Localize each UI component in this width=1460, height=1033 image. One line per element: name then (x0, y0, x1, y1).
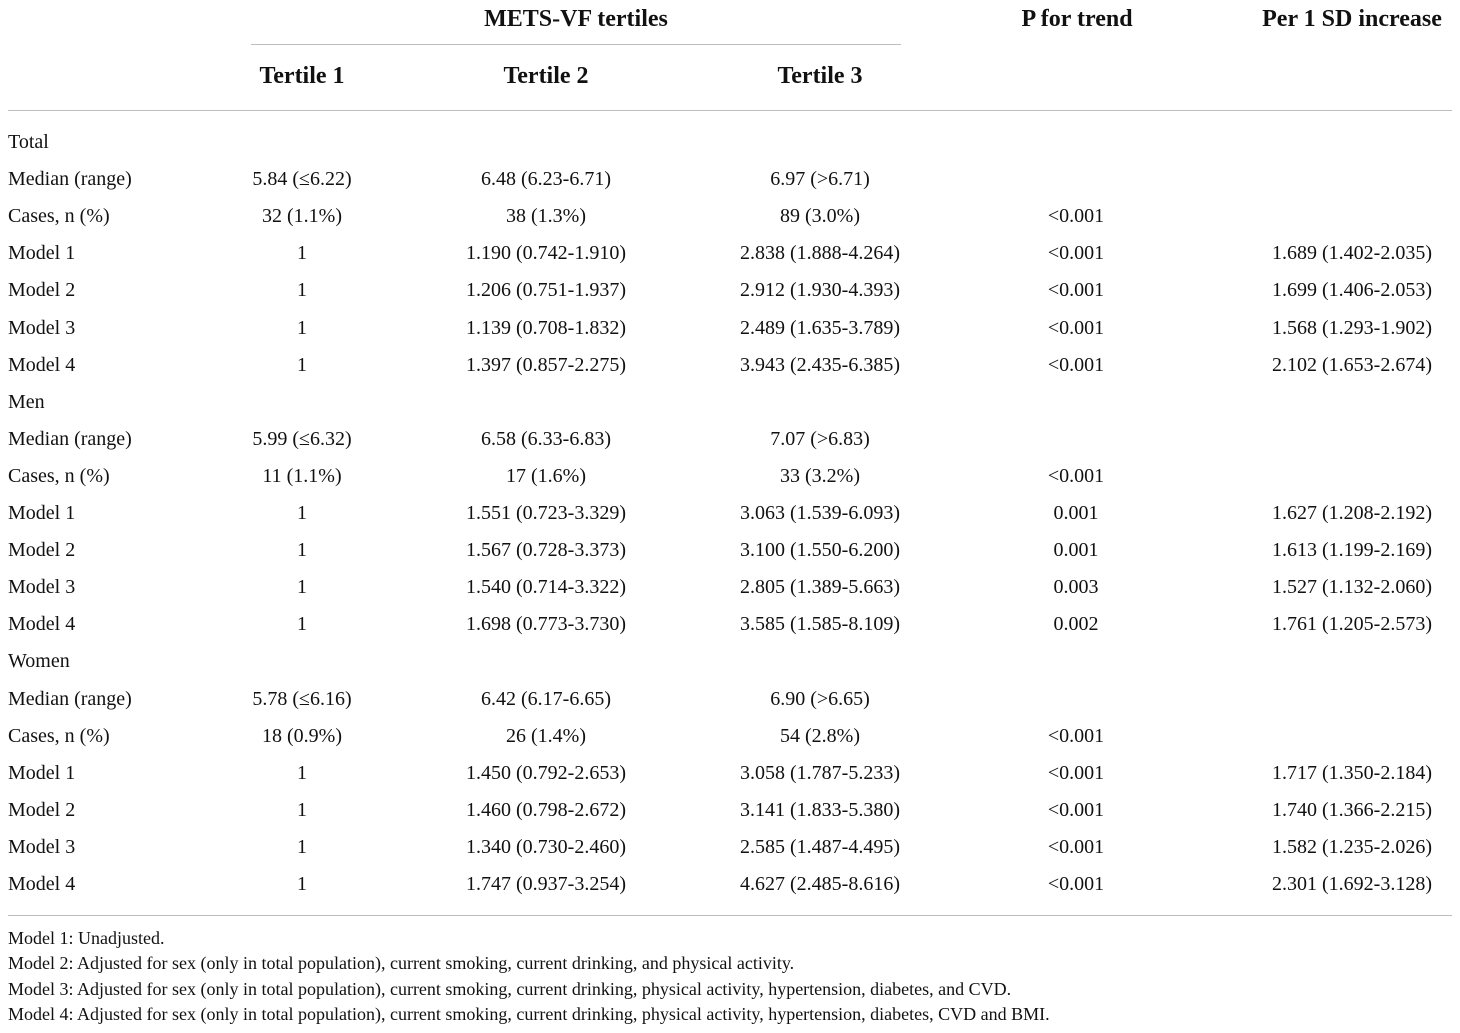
header-tertile-2: Tertile 2 (503, 63, 589, 89)
note-model-2: Model 2: Adjusted for sex (only in total population), current smoking, current drinking, and physical activity. (8, 953, 795, 974)
table-row (0, 161, 1460, 198)
table-row (0, 829, 1460, 866)
cell-p-trend: <0.001 (1047, 798, 1105, 821)
row-label: Cases, n (%) (8, 724, 110, 747)
cell-tertile-1: 1 (297, 835, 307, 858)
note-model-4: Model 4: Adjusted for sex (only in total population), current smoking, current drinking, physical activity, hypertension, diabetes, CVD and BMI. (8, 1003, 1050, 1024)
table-row (0, 866, 1460, 903)
table-bottom-rule (8, 915, 1452, 916)
cell-tertile-1: 5.78 (≤6.16) (252, 687, 352, 710)
cell-per-sd: 2.301 (1.692-3.128) (1272, 873, 1432, 895)
cell-p-trend: <0.001 (1047, 724, 1105, 747)
cell-p-trend: <0.001 (1047, 279, 1105, 302)
row-label: Model 4 (8, 873, 76, 895)
row-label: Median (range) (8, 687, 132, 710)
row-label: Model 3 (8, 316, 76, 339)
table-row (0, 310, 1460, 347)
row-label: Cases, n (%) (8, 205, 110, 228)
cell-tertile-3: 3.100 (1.550-6.200) (740, 539, 900, 562)
table-row (0, 235, 1460, 272)
table-row (0, 421, 1460, 458)
cell-tertile-1: 1 (297, 576, 307, 599)
cell-tertile-2: 1.540 (0.714-3.322) (466, 576, 626, 599)
cell-tertile-2: 6.48 (6.23-6.71) (481, 168, 611, 191)
cell-tertile-1: 1 (297, 539, 307, 562)
cell-per-sd: 1.527 (1.132-2.060) (1272, 576, 1432, 599)
table-row (0, 495, 1460, 532)
row-label: Model 3 (8, 835, 76, 858)
cell-tertile-2: 6.42 (6.17-6.65) (481, 687, 611, 710)
row-label: Median (range) (8, 427, 132, 450)
table-row (0, 458, 1460, 495)
row-label: Model 2 (8, 279, 76, 302)
header-bottom-rule (8, 110, 1452, 111)
header-group-title: METS-VF tertiles (484, 6, 668, 32)
cell-tertile-2: 6.58 (6.33-6.83) (481, 427, 611, 450)
cell-p-trend: 0.003 (1053, 576, 1099, 599)
row-label: Model 2 (8, 798, 76, 821)
cell-p-trend: <0.001 (1047, 353, 1105, 376)
table-row (0, 124, 1460, 161)
cell-tertile-2: 1.206 (0.751-1.937) (466, 279, 626, 302)
row-label: Model 3 (8, 576, 76, 599)
cell-p-trend: 0.001 (1053, 539, 1099, 562)
table-row (0, 755, 1460, 792)
table-row (0, 384, 1460, 421)
cell-tertile-2: 1.139 (0.708-1.832) (466, 316, 626, 339)
header-tertile-3: Tertile 3 (777, 63, 863, 89)
table-notes (8, 926, 1050, 1027)
cell-tertile-3: 2.805 (1.389-5.663) (740, 576, 900, 599)
cell-tertile-3: 33 (3.2%) (780, 464, 860, 487)
cell-tertile-3: 3.585 (1.585-8.109) (740, 613, 900, 636)
table-row (0, 643, 1460, 680)
table-row (0, 569, 1460, 606)
row-label: Model 2 (8, 539, 76, 562)
cell-tertile-1: 1 (297, 761, 307, 784)
cell-per-sd: 1.717 (1.350-2.184) (1272, 761, 1432, 784)
cell-tertile-2: 1.460 (0.798-2.672) (466, 798, 626, 821)
header-p-trend: P for trend (1021, 6, 1133, 32)
cell-per-sd: 1.613 (1.199-2.169) (1272, 539, 1432, 562)
row-label: Men (8, 390, 45, 413)
cell-tertile-3: 2.489 (1.635-3.789) (740, 316, 900, 339)
table-row (0, 347, 1460, 384)
table-row (0, 718, 1460, 755)
cell-tertile-2: 1.450 (0.792-2.653) (466, 761, 626, 784)
cell-tertile-2: 1.747 (0.937-3.254) (466, 873, 626, 895)
cell-p-trend: 0.001 (1053, 502, 1099, 524)
header-tertile-1: Tertile 1 (259, 63, 345, 89)
cell-tertile-2: 1.190 (0.742-1.910) (466, 242, 626, 265)
note-model-1: Model 1: Unadjusted. (8, 928, 165, 948)
cell-tertile-1: 5.84 (≤6.22) (252, 168, 352, 191)
cell-per-sd: 1.627 (1.208-2.192) (1272, 502, 1432, 524)
cell-p-trend: <0.001 (1047, 316, 1105, 339)
cell-p-trend: <0.001 (1047, 835, 1105, 858)
table-row (0, 272, 1460, 309)
cell-tertile-3: 7.07 (>6.83) (770, 427, 870, 450)
cell-tertile-3: 2.838 (1.888-4.264) (740, 242, 900, 265)
table-row (0, 606, 1460, 643)
cell-per-sd: 1.582 (1.235-2.026) (1272, 835, 1432, 858)
cell-tertile-3: 4.627 (2.485-8.616) (740, 873, 900, 895)
note-model-3: Model 3: Adjusted for sex (only in total population), current smoking, current drinking, physical activity, hypertension, diabetes, and CVD. (8, 978, 1012, 999)
cell-p-trend: <0.001 (1047, 761, 1105, 784)
row-label: Women (8, 650, 70, 673)
cell-p-trend: 0.002 (1053, 613, 1099, 636)
cell-tertile-2: 17 (1.6%) (506, 464, 586, 487)
header-per-sd: Per 1 SD increase (1262, 6, 1442, 32)
row-label: Model 4 (8, 353, 76, 376)
row-label: Model 1 (8, 761, 76, 784)
cell-tertile-2: 38 (1.3%) (506, 205, 586, 228)
cell-tertile-3: 89 (3.0%) (780, 205, 860, 228)
cell-p-trend: <0.001 (1047, 242, 1105, 265)
cell-tertile-1: 1 (297, 502, 307, 524)
cell-tertile-1: 11 (1.1%) (262, 464, 342, 487)
cell-per-sd: 1.761 (1.205-2.573) (1272, 613, 1432, 636)
table-row (0, 198, 1460, 235)
cell-tertile-3: 6.97 (>6.71) (770, 168, 870, 191)
row-label: Model 1 (8, 502, 76, 524)
cell-tertile-3: 3.063 (1.539-6.093) (740, 502, 900, 524)
cell-tertile-1: 1 (297, 279, 307, 302)
cell-tertile-3: 54 (2.8%) (780, 724, 860, 747)
cell-p-trend: <0.001 (1047, 464, 1105, 487)
cell-tertile-1: 1 (297, 873, 307, 895)
cell-tertile-2: 1.698 (0.773-3.730) (466, 613, 626, 636)
cell-p-trend: <0.001 (1047, 205, 1105, 228)
cell-tertile-3: 2.585 (1.487-4.495) (740, 835, 900, 858)
row-label: Cases, n (%) (8, 464, 110, 487)
cell-tertile-2: 1.397 (0.857-2.275) (466, 353, 626, 376)
cell-tertile-2: 26 (1.4%) (506, 724, 586, 747)
cell-tertile-1: 1 (297, 242, 307, 265)
cell-tertile-1: 1 (297, 798, 307, 821)
row-label: Total (8, 131, 49, 153)
cell-tertile-2: 1.340 (0.730-2.460) (466, 835, 626, 858)
cell-tertile-1: 1 (297, 613, 307, 636)
table-row (0, 792, 1460, 829)
cell-p-trend: <0.001 (1047, 873, 1105, 895)
group-underline (251, 44, 901, 45)
cell-tertile-1: 18 (0.9%) (262, 724, 342, 747)
cell-tertile-1: 32 (1.1%) (262, 205, 342, 228)
cell-per-sd: 1.689 (1.402-2.035) (1272, 242, 1432, 265)
cell-per-sd: 1.699 (1.406-2.053) (1272, 279, 1432, 302)
cell-tertile-1: 5.99 (≤6.32) (252, 427, 352, 450)
row-label: Median (range) (8, 168, 132, 191)
row-label: Model 4 (8, 613, 76, 636)
cell-tertile-3: 3.058 (1.787-5.233) (740, 761, 900, 784)
cell-tertile-2: 1.567 (0.728-3.373) (466, 539, 626, 562)
table-row (0, 532, 1460, 569)
cell-tertile-3: 3.141 (1.833-5.380) (740, 798, 900, 821)
table-row (0, 681, 1460, 718)
cell-tertile-1: 1 (297, 316, 307, 339)
cell-tertile-2: 1.551 (0.723-3.329) (466, 502, 626, 524)
cell-per-sd: 1.568 (1.293-1.902) (1272, 316, 1432, 339)
cell-per-sd: 1.740 (1.366-2.215) (1272, 798, 1432, 821)
cell-tertile-3: 2.912 (1.930-4.393) (740, 279, 900, 302)
cell-tertile-3: 3.943 (2.435-6.385) (740, 353, 900, 376)
cell-tertile-1: 1 (297, 353, 307, 376)
cell-tertile-3: 6.90 (>6.65) (770, 687, 870, 710)
cell-per-sd: 2.102 (1.653-2.674) (1272, 353, 1432, 376)
row-label: Model 1 (8, 242, 76, 265)
